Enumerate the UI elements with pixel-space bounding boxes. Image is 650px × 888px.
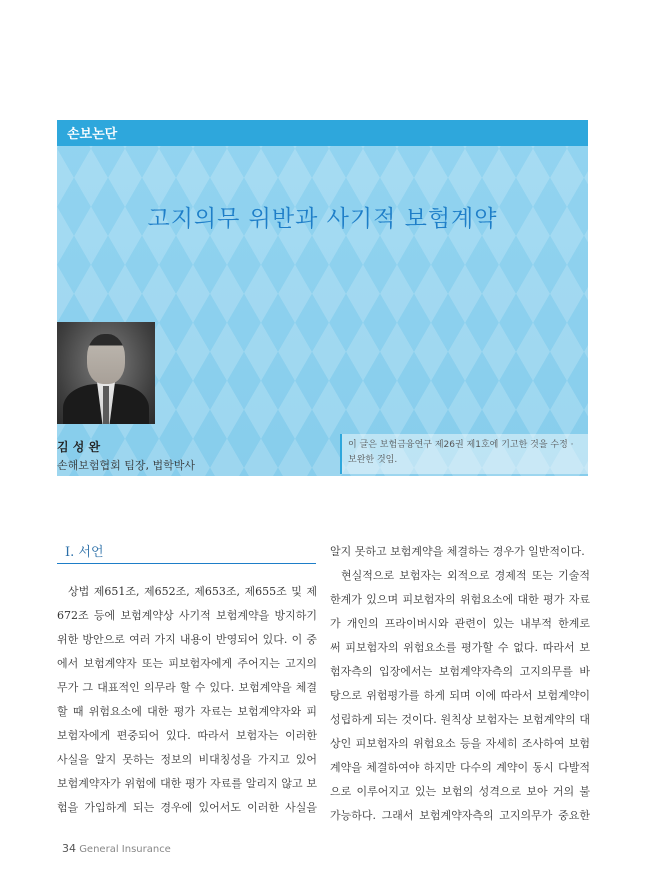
heading-rule: [57, 563, 316, 564]
editor-note: 이 글은 보험금융연구 제26권 제1호에 기고한 것을 수정 · 보완한 것임.: [340, 434, 588, 474]
text-line: 위한 방안으로 여러 가지 내용이 반영되어 있다. 이 중: [57, 633, 317, 646]
left-column: [57, 580, 317, 820]
section-label: 손보논단: [67, 127, 118, 142]
photo-head: [87, 334, 125, 384]
text-line: 상인 피보험자의 위험요소 등을 자세히 조사하여 보험: [330, 737, 590, 750]
text-line: 험을 가입하게 되는 경우에 있어서도 이러한 사실을: [57, 801, 317, 814]
text-line: 에서 보험계약자 또는 피보험자에게 주어지는 고지의: [57, 657, 317, 670]
page-number: 34: [62, 842, 76, 855]
right-column: [330, 540, 590, 828]
text-line: 보험계약자가 위험에 대한 평가 자료를 알리지 않고 보: [57, 777, 317, 790]
text-line: 계약을 체결하여야 하지만 다수의 계약이 동시 다발적: [330, 761, 590, 774]
publication-name: General Insurance: [79, 844, 171, 855]
text-line: 무가 그 대표적인 의무라 할 수 있다. 보험계약을 체결: [57, 681, 317, 694]
text-line: 험자측의 입장에서는 보험계약자측의 고지의무를 바: [330, 665, 590, 678]
article-title: 고지의무 위반과 사기적 보험계약: [147, 206, 498, 232]
text-line: 성립하게 되는 것이다. 원칙상 보험자는 보험계약의 대: [330, 713, 590, 726]
text-line: 한계가 있으며 피보험자의 위험요소에 대한 평가 자료: [330, 593, 590, 606]
text-line: 가 개인의 프라이버시와 관련이 있는 내부적 한계로: [330, 617, 590, 630]
author-name: 김 성 완: [57, 440, 101, 454]
text-line: 알지 못하고 보험계약을 체결하는 경우가 일반적이다.: [330, 545, 585, 558]
text-line: 672조 등에 보험계약상 사기적 보험계약을 방지하기: [57, 609, 317, 622]
text-line: 현실적으로 보험자는 외적으로 경제적 또는 기술적: [341, 569, 590, 582]
text-line: 탕으로 위험평가를 하게 되며 이에 따라서 보험계약이: [330, 689, 590, 702]
section-heading: Ⅰ. 서언: [65, 545, 104, 560]
text-line: 상법 제651조, 제652조, 제653조, 제655조 및 제: [68, 585, 317, 598]
text-line: 써 피보험자의 위험요소를 평가할 수 없다. 따라서 보: [330, 641, 590, 654]
text-line: 보험자에게 편중되어 있다. 따라서 보험자는 이러한: [57, 729, 317, 742]
section-label-bar: [57, 120, 588, 146]
text-line: 가능하다. 그래서 보험계약자측의 고지의무가 중요한: [330, 809, 590, 822]
text-line: 으로 이루어지고 있는 보험의 성격으로 보아 거의 불: [330, 785, 590, 798]
text-line: 할 때 위험요소에 대한 평가 자료는 보험계약자와 피: [57, 705, 317, 718]
photo-tie: [103, 386, 109, 424]
text-line: 사실을 알지 못하는 정보의 비대칭성을 가지고 있어: [57, 753, 317, 766]
author-affiliation: 손해보험협회 팀장, 법학박사: [57, 459, 196, 472]
author-photo: [57, 322, 155, 424]
page-footer: [62, 842, 171, 855]
